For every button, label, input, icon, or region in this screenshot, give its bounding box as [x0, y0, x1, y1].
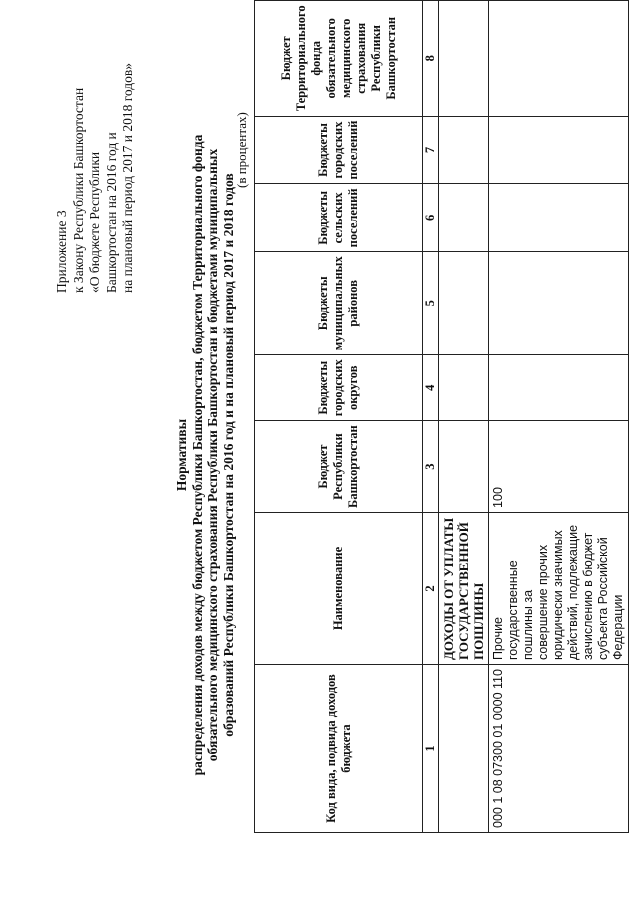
value-medical-insurance-fund — [489, 1, 629, 117]
column-number: 5 — [423, 252, 439, 355]
column-number: 2 — [423, 512, 439, 664]
header-rural-settlements: Бюджеты сельских поселений — [255, 184, 423, 252]
appendix-line: к Закону Республики Башкортостан — [70, 87, 86, 293]
column-number: 1 — [423, 665, 439, 833]
value-republic-budget: 100 — [489, 421, 629, 513]
header-name: Наименование — [255, 512, 423, 664]
appendix-line: Приложение 3 — [54, 210, 69, 293]
empty-cell — [439, 421, 489, 513]
appendix-line: на плановый период 2017 и 2018 годов» — [120, 62, 135, 293]
value-rural-settlements — [489, 184, 629, 252]
column-number: 8 — [423, 1, 439, 117]
header-republic-budget: Бюджет Республики Башкортостан — [255, 421, 423, 513]
empty-cell — [439, 252, 489, 355]
appendix-note — [54, 3, 137, 293]
value-city-districts — [489, 355, 629, 421]
table-row — [489, 1, 629, 833]
column-number-row — [423, 1, 439, 833]
header-city-districts: Бюджеты городских округов — [255, 355, 423, 421]
empty-cell — [439, 184, 489, 252]
appendix-line: «О бюджете Республики — [87, 151, 102, 293]
column-number: 7 — [423, 116, 439, 184]
header-row — [255, 1, 423, 833]
empty-cell — [439, 1, 489, 117]
heading-title: Нормативы — [174, 418, 189, 492]
section-title: ДОХОДЫ ОТ УПЛАТЫ ГОСУДАРСТВЕННОЙ ПОШЛИНЫ — [439, 512, 489, 664]
header-code: Код вида, подвида доходов бюджета — [255, 665, 423, 833]
income-code: 000 1 08 07300 01 0000 110 — [489, 665, 629, 833]
column-number: 4 — [423, 355, 439, 421]
empty-cell — [439, 116, 489, 184]
norms-table — [254, 0, 629, 833]
section-code-cell — [439, 665, 489, 833]
section-row — [439, 1, 489, 833]
column-number: 3 — [423, 421, 439, 513]
income-name: Прочие государственные пошлины за совершение прочих юридически значимых действий, подлежащие зачислению в бюджет субъекта Российской Федерации — [489, 512, 629, 664]
header-medical-insurance-fund: Бюджет Территориального фонда обязательного медицинского страхования Республики Башкортостан — [255, 1, 423, 117]
unit-label: (в процентах) — [234, 112, 249, 188]
header-municipal-districts: Бюджеты муниципальных районов — [255, 252, 423, 355]
heading-line: образований Республики Башкортостан на 2016 год и на плановый период 2017 и 2018 годов — [220, 173, 236, 737]
value-urban-settlements — [489, 116, 629, 184]
value-municipal-districts — [489, 252, 629, 355]
empty-cell — [439, 355, 489, 421]
appendix-line: Башкортостан на 2016 год и — [103, 132, 119, 293]
header-urban-settlements: Бюджеты городских поселений — [255, 116, 423, 184]
document-heading — [174, 65, 236, 845]
heading-line: обязательного медицинского страхования Республики Башкортостан и бюджетами муниципальных — [205, 148, 220, 762]
column-number: 6 — [423, 184, 439, 252]
heading-line: распределения доходов между бюджетом Республики Башкортостан, бюджетом Территориального фонда — [189, 134, 205, 776]
